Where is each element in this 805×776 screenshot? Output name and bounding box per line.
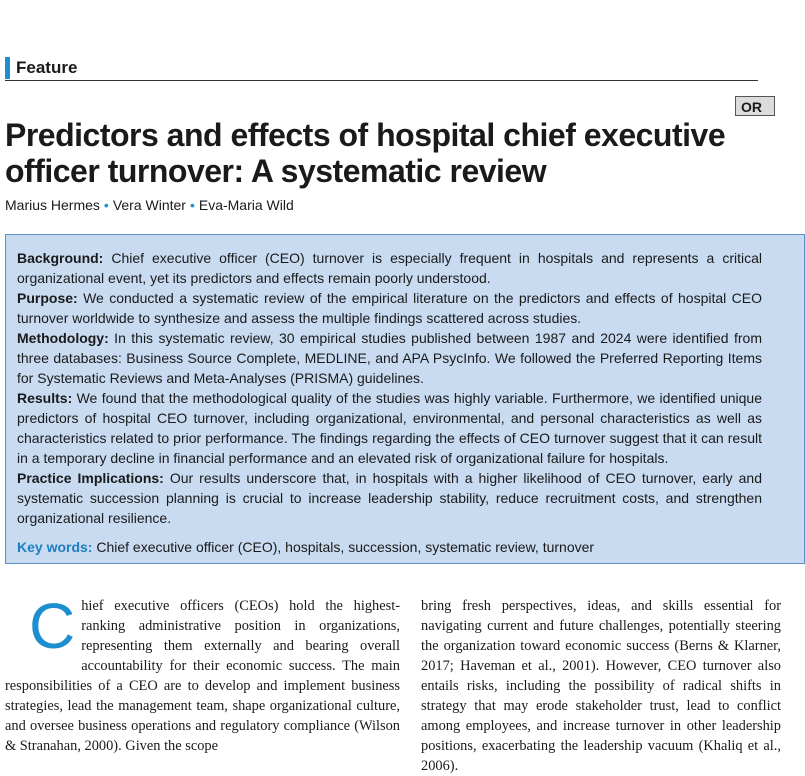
practice-label: Practice Implications:: [17, 470, 164, 486]
body-column-right: [421, 596, 781, 776]
methodology-text: In this systematic review, 30 empirical studies published between 1987 and 2024 were identified from three databases: Business Source Complete, MEDLINE, and APA PsycInfo. We followed the Preferred Reporting Items for Systematic Reviews and Meta-Analyses (PRISMA) guidelines.: [17, 330, 762, 386]
results-text: We found that the methodological quality of the studies was highly variable. Furthermore, we identified unique predictors of hospital CEO turnover, including organizational, environmental, and personal characteristics as well as characteristics related to prior performance. The findings regarding the effects of CEO turnover suggest that it can result in a temporary decline in financial performance and an elevated risk of organizational failure for hospitals.: [17, 390, 762, 466]
body-column-left: [5, 590, 400, 756]
author-name[interactable]: Marius Hermes: [5, 197, 100, 213]
title-line-2: officer turnover: A systematic review: [5, 153, 547, 189]
drop-cap: C: [29, 590, 76, 662]
article-type-badge: OR: [735, 96, 775, 116]
results-label: Results:: [17, 390, 73, 406]
author-separator: •: [189, 197, 195, 213]
methodology-label: Methodology:: [17, 330, 109, 346]
article-title: [5, 117, 805, 189]
abstract-background: [17, 248, 762, 288]
body-text-left: hief executive officers (CEOs) hold the highest-ranking administrative position in organizations, representing them externally and bearing overall accountability for their economic success. The main responsibilities of a CEO are to develop and implement business strategies, lead the management team, shape organizational culture, and oversee business operations and regulatory compliance (Wilson & Stranahan, 2000). Given the scope: [5, 598, 400, 754]
author-name[interactable]: Eva-Maria Wild: [198, 197, 294, 213]
abstract-results: [17, 388, 762, 468]
background-label: Background:: [17, 250, 104, 266]
author-list: [5, 196, 294, 214]
body-text-right: bring fresh perspectives, ideas, and skills essential for navigating current and future challenges, potentially steering the organization toward economic success (Berns & Klarner, 2017; Haveman et al., 2001). However, CEO turnover also entails risks, including the possibility of radical shifts in strategy that may erode stakeholder trust, lead to conflict among employees, and increase turnover in other leadership positions, exacerbating the leadership vacuum (Khaliq et al., 2006).: [421, 598, 781, 774]
abstract-box: [5, 234, 805, 564]
keywords-text: Chief executive officer (CEO), hospitals, succession, systematic review, turnover: [92, 539, 595, 555]
author-name[interactable]: Vera Winter: [112, 197, 186, 213]
keywords-label: Key words:: [17, 539, 93, 555]
abstract-practice-implications: [17, 468, 762, 528]
author-separator: •: [103, 197, 109, 213]
purpose-text: We conducted a systematic review of the empirical literature on the predictors and effects of hospital CEO turnover worldwide to synthesize and assess the multiple findings scattered across studies.: [17, 290, 762, 326]
section-label: Feature: [5, 57, 77, 79]
purpose-label: Purpose:: [17, 290, 78, 306]
practice-text: Our results underscore that, in hospitals with a higher likelihood of CEO turnover, early and systematic succession planning is crucial to increase leadership stability, reduce recruitment costs, and strengthen organizational resilience.: [17, 470, 762, 526]
title-line-1: Predictors and effects of hospital chief executive: [5, 117, 726, 153]
section-divider: [5, 80, 758, 81]
abstract-keywords: [17, 537, 762, 557]
abstract-purpose: [17, 288, 762, 328]
abstract-methodology: [17, 328, 762, 388]
background-text: Chief executive officer (CEO) turnover is especially frequent in hospitals and represents a critical organizational event, yet its predictors and effects remain poorly understood.: [17, 250, 762, 286]
